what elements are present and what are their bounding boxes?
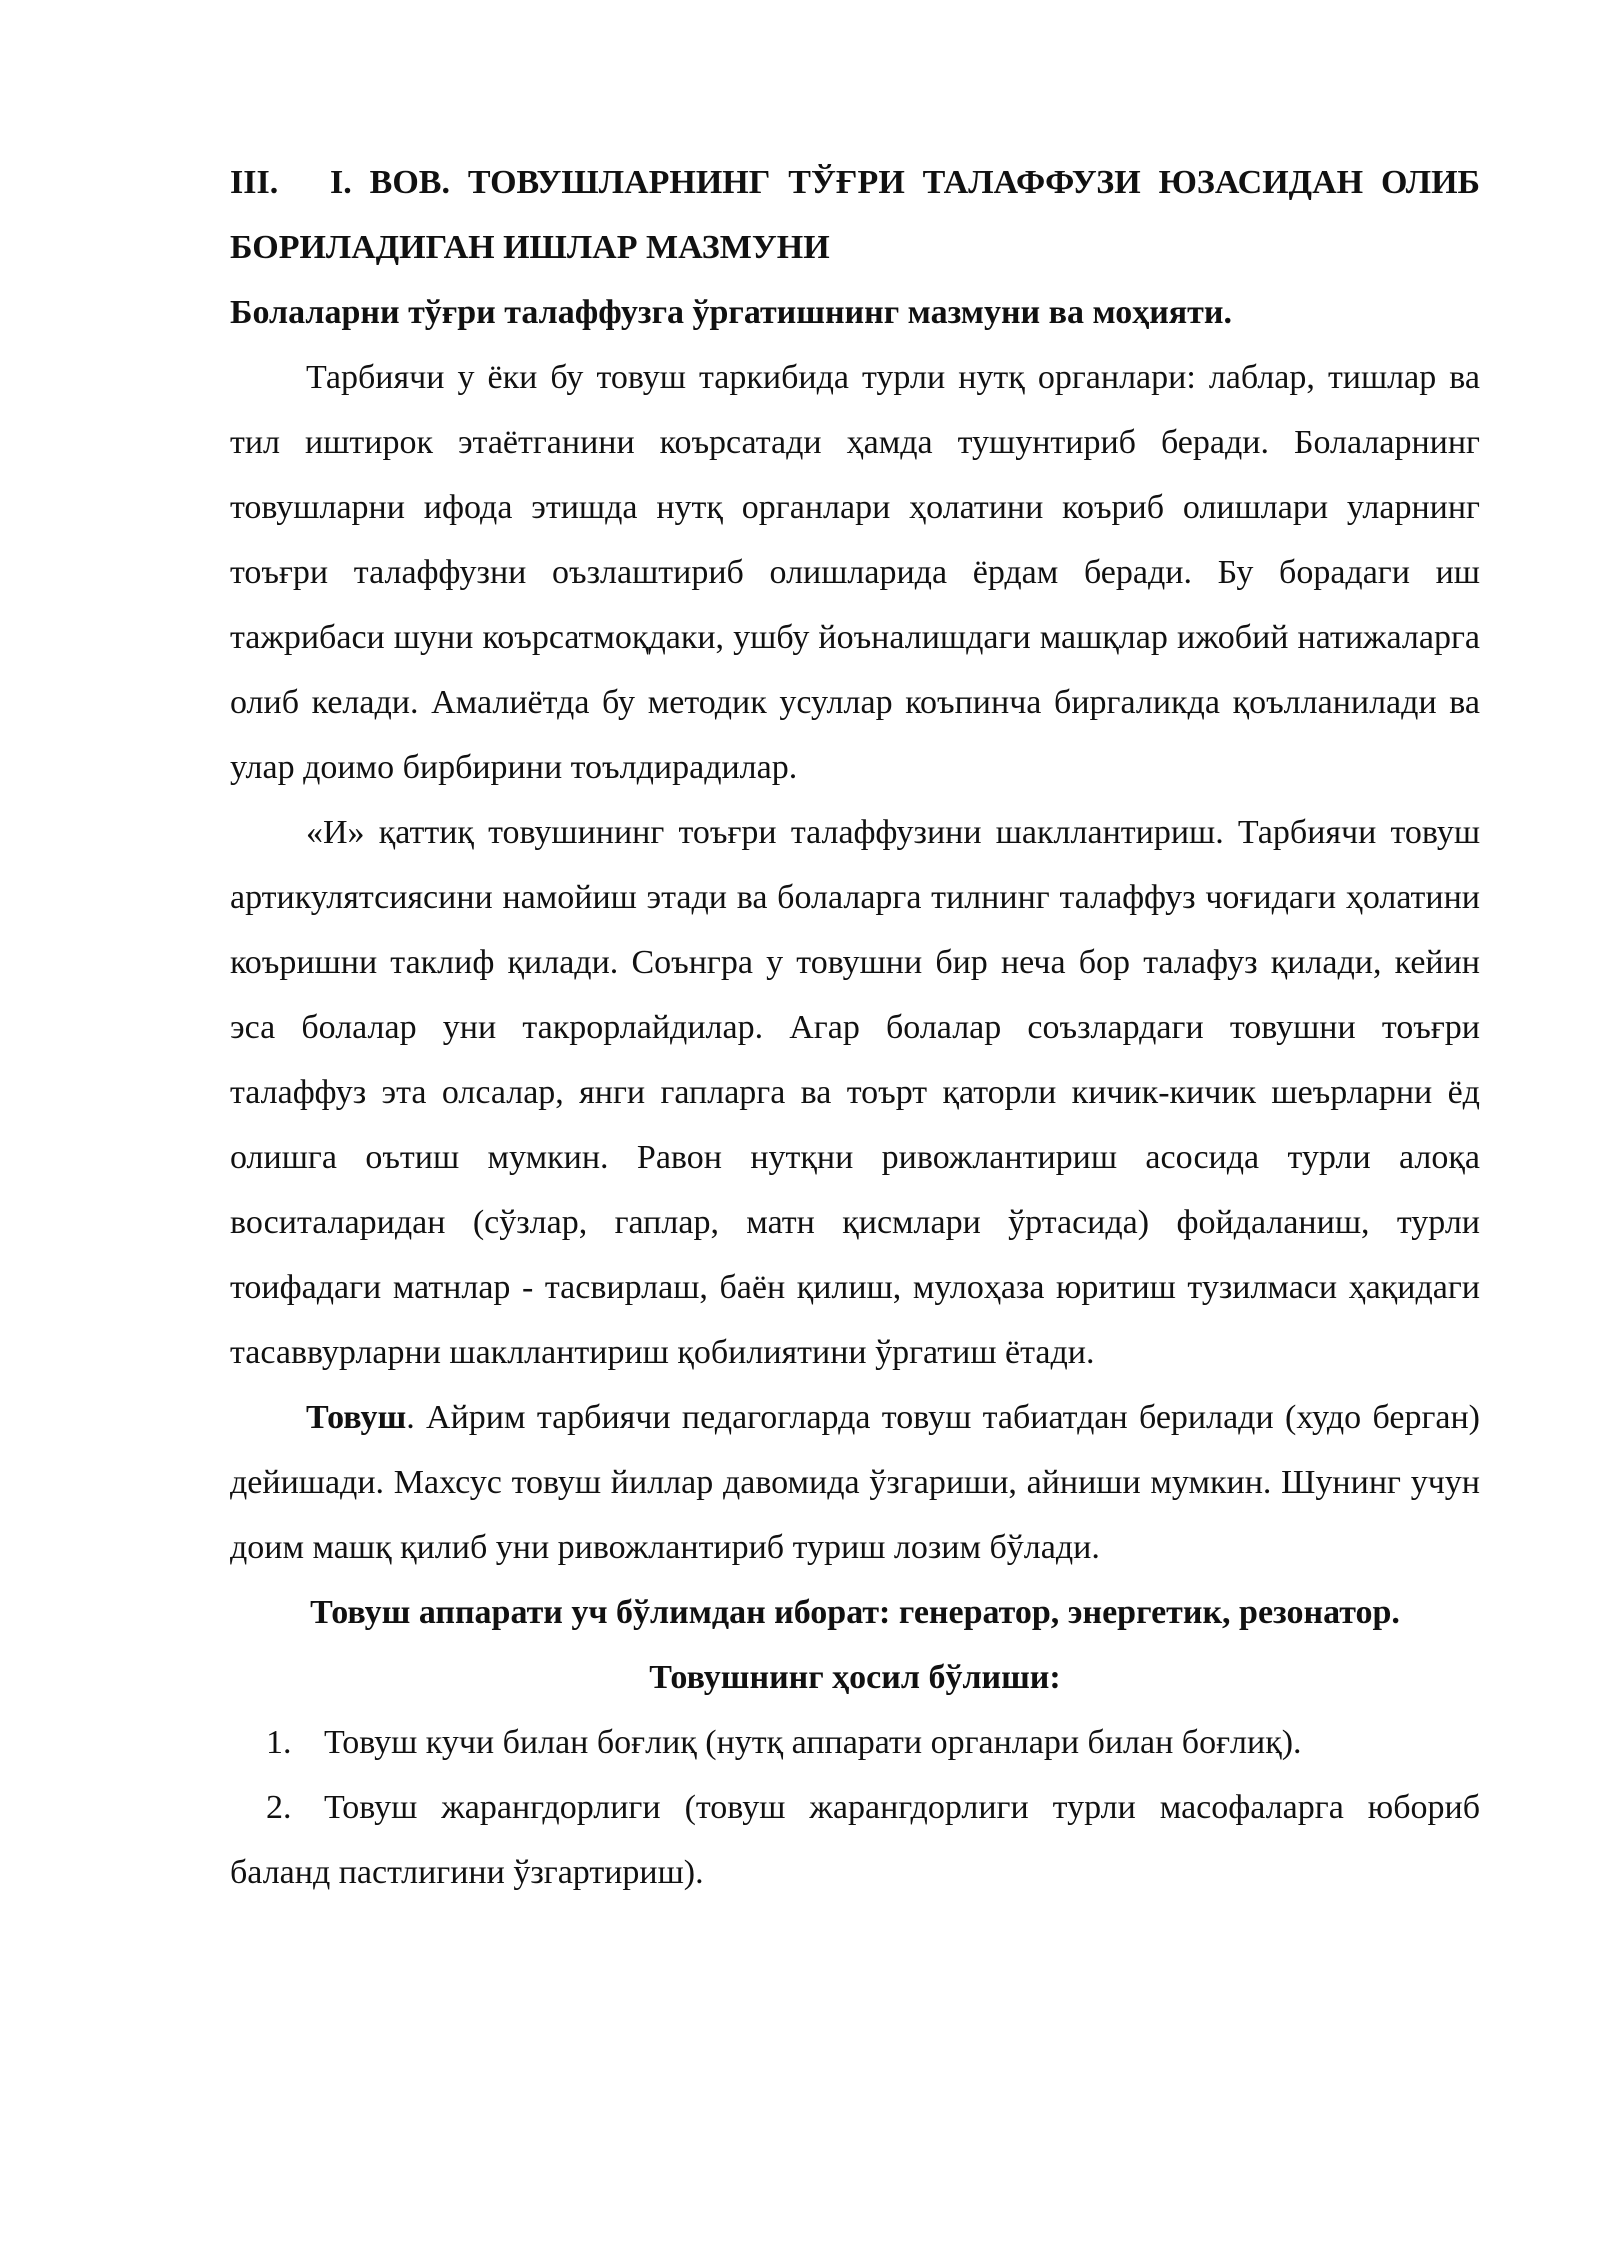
list-item bbox=[230, 1775, 1480, 1905]
chapter-heading bbox=[230, 150, 1480, 280]
numbered-list bbox=[230, 1710, 1480, 1905]
paragraph-1: Тарбиячи у ёки бу товуш таркибида турли нутқ органлари: лаблар, тишлар ва тил иштирок этаётганини коърсатади ҳамда тушунтириб беради. Болаларнинг товушларни ифода этишда нутқ органлари ҳолатини коъриб олишлари уларнинг тоъғри талаффузни оъзлаштириб олишларида ёрдам беради. Бу борадаги иш тажрибаси шуни коърсатмоқдаки, ушбу йоъналишдаги машқлар ижобий натижаларга олиб келади. Амалиётда бу методик усуллар коъпинча биргаликда қоълланилади ва улар доимо бирбирини тоълдирадилар. bbox=[230, 359, 1480, 786]
paragraph-3-lead-term: Товуш bbox=[306, 1399, 407, 1436]
apparatus-statement: Товуш аппарати уч бўлимдан иборат: генератор, энергетик, резонатор. bbox=[310, 1594, 1400, 1631]
section-subheading: Болаларни тўғри талаффузга ўргатишнинг мазмуни ва моҳияти. bbox=[230, 294, 1232, 331]
chapter-title: I. ВОВ. ТОВУШЛАРНИНГ ТЎҒРИ ТАЛАФФУЗИ ЮЗАСИДАН ОЛИБ БОРИЛАДИГАН ИШЛАР МАЗМУНИ bbox=[230, 164, 1480, 266]
list-item-text: Товуш кучи билан боғлиқ (нутқ аппарати органлари билан боғлиқ). bbox=[324, 1724, 1302, 1761]
list-item-text: Товуш жарангдорлиги (товуш жарангдорлиги турли масофаларга юбориб баланд пастлигини ўзгартириш). bbox=[230, 1789, 1480, 1891]
list-item-number: 1. bbox=[266, 1724, 292, 1761]
paragraph-3-text: . Айрим тарбиячи педагогларда товуш табиатдан берилади (худо берган) дейишади. Махсус товуш йиллар давомида ўзгариши, айниши мумкин. Шунинг учун доим машқ қилиб уни ривожлантириб туриш лозим бўлади. bbox=[230, 1399, 1480, 1566]
chapter-number: III. bbox=[230, 164, 279, 201]
paragraph-3 bbox=[230, 1385, 1480, 1580]
list-item-number: 2. bbox=[266, 1789, 292, 1826]
paragraph-2: «И» қаттиқ товушининг тоъғри талаффузини шакллантириш. Тарбиячи товуш артикулятсиясини намойиш этади ва болаларга тилнинг талаффуз чоғидаги ҳолатини коъришни таклиф қилади. Соънгра у товушни бир неча бор талафуз қилади, кейин эса болалар уни такрорлайдилар. Агар болалар соъзлардаги товушни тоъғри талаффуз эта олсалар, янги гапларга ва тоърт қаторли кичик-кичик шеърларни ёд олишга оътиш мумкин. Равон нутқни ривожлантириш асосида турли алоқа воситаларидан (сўзлар, гаплар, матн қисмлари ўртасида) фойдаланиш, турли тоифадаги матнлар - тасвирлаш, баён қилиш, мулоҳаза юритиш тузилмаси ҳақидаги тасаввурларни шакллантириш қобилиятини ўргатиш ётади. bbox=[230, 814, 1480, 1371]
list-item bbox=[230, 1710, 1480, 1775]
formation-heading: Товушнинг ҳосил бўлиши: bbox=[649, 1659, 1061, 1696]
